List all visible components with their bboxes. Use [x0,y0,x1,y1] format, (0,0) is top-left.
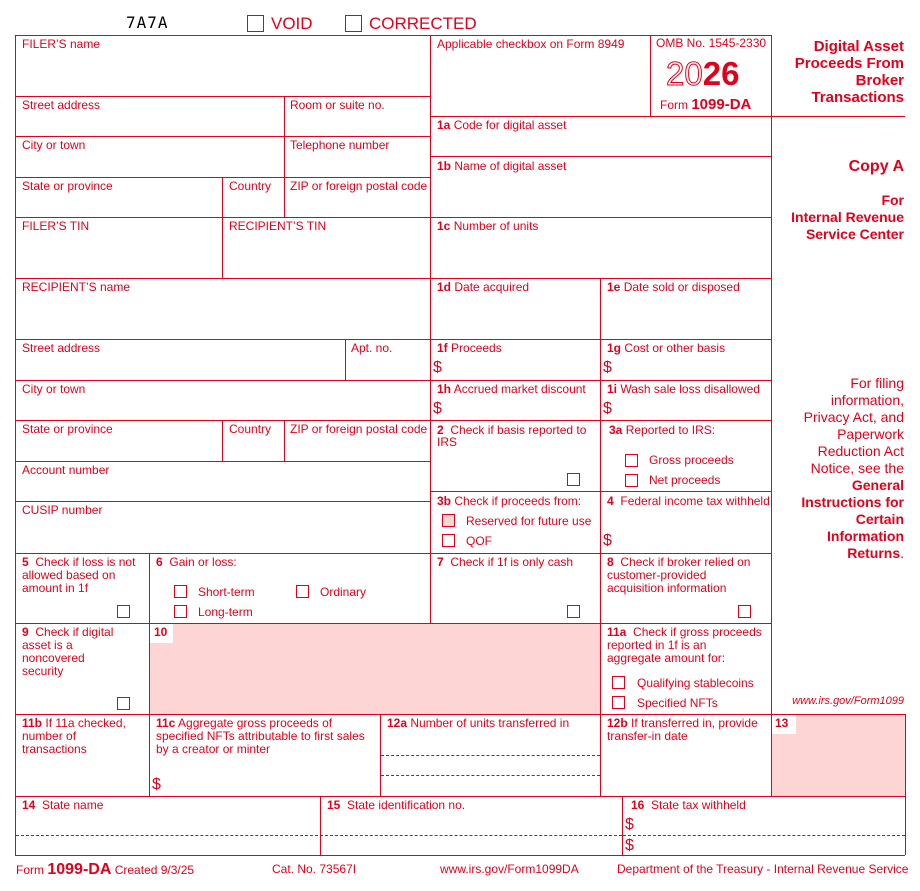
applicable-checkbox-label: Applicable checkbox on Form 8949 [437,37,625,51]
recipient-state-label: State or province [22,422,113,436]
filer-city-label: City or town [22,138,86,152]
box-num: 12a [387,716,408,730]
box-num: 12b [607,716,628,730]
notice-bold: General Instructions for Certain Information Returns [801,477,904,561]
box-16-label [631,799,746,812]
qof-label: QOF [466,534,492,548]
ordinary-checkbox[interactable] [296,585,309,598]
line [430,217,771,218]
box-num: 7 [437,555,444,569]
box-num: 11a [607,625,627,639]
ordinary-label: Ordinary [320,585,367,599]
box-1h-label [437,383,586,396]
frame-right-main [771,35,772,796]
box-num: 1i [607,382,618,396]
line [15,96,430,97]
qualifying-stablecoins-checkbox[interactable] [612,676,625,689]
recipient-city-label: City or town [22,382,86,396]
line [622,796,623,855]
filer-name-label: FILER’S name [22,37,101,51]
box-num: 6 [156,555,163,569]
box-2-label [437,424,587,448]
box-num: 8 [607,555,614,569]
box-text: State name [42,798,104,812]
reserved-checkbox[interactable] [442,514,455,527]
form-title-small [660,97,751,113]
box-num: 14 [22,798,36,812]
box-text: Cost or other basis [624,341,726,355]
line [222,420,223,461]
box-8-label [607,556,757,595]
void-checkbox[interactable] [247,15,264,32]
box-text: Code for digital asset [453,118,567,132]
box-text: Date sold or disposed [623,280,740,294]
box-num: 1f [437,341,448,355]
line [430,156,771,157]
box-16-dollar-1: $ [625,816,634,833]
box-text: Federal income tax withheld [620,494,770,508]
box-9-label [22,626,122,678]
form-heading: Digital Asset Proceeds From Broker Transactions [794,38,904,106]
box-num: 9 [22,625,29,639]
box-10-shade [150,624,600,714]
box-text: Check if loss is not allowed based on amount in 1f [22,555,136,595]
notice-end: . [900,545,904,561]
line [284,420,285,461]
line [15,278,430,279]
form-code: 7A7A [126,13,169,32]
specified-nfts-checkbox[interactable] [612,696,625,709]
box-1g-dollar: $ [603,359,612,376]
box-text: Reported to IRS: [625,423,716,437]
year-outline: 20 [666,55,703,92]
box-text: Check if proceeds from: [454,494,582,508]
line [430,116,771,117]
line [284,96,285,177]
specified-nfts-label: Specified NFTs [637,696,718,710]
box-5-checkbox[interactable] [117,605,130,618]
box-11b-label [22,717,137,756]
line [15,553,771,554]
line [284,177,285,217]
box-text: Wash sale loss disallowed [620,382,760,396]
corrected-label: CORRECTED [369,14,477,33]
box-num: 1h [437,382,452,396]
box-11c-dollar: $ [152,776,161,793]
line [15,461,430,462]
box-10-label [150,624,173,643]
line [15,501,430,502]
box-num: 1g [607,341,622,355]
box-1c-label [437,220,538,233]
box-9-checkbox[interactable] [117,697,130,710]
gross-proceeds-label: Gross proceeds [649,453,734,467]
line [222,217,223,278]
footer-created: Created 9/3/25 [114,863,195,877]
box-1h-dollar: $ [433,400,442,417]
qualifying-stablecoins-label: Qualifying stablecoins [637,676,754,690]
filer-telephone-label: Telephone number [290,138,390,152]
box-num: 1d [437,280,452,294]
box-8-checkbox[interactable] [738,605,751,618]
frame-title-bottom [771,116,905,117]
line [15,136,430,137]
box-text: If transferred in, provide transfer-in date [607,716,758,743]
line [600,278,601,796]
box-16-dollar-2: $ [625,837,634,854]
line [16,835,622,836]
box-num: 10 [154,625,168,639]
line [15,380,430,381]
short-term-label: Short-term [198,585,255,599]
box-4-label [607,495,770,508]
box-1b-label [437,160,566,173]
box-1a-label [437,119,566,132]
box-text: Proceeds [451,341,502,355]
filer-zip-label: ZIP or foreign postal code [290,179,428,193]
line [430,553,431,623]
box-1d-label [437,281,529,294]
box-1i-label [607,383,760,396]
box-text: State tax withheld [651,798,746,812]
box-text: Check if basis reported to IRS [437,423,587,449]
short-term-checkbox[interactable] [174,585,187,598]
box-3b-label [437,495,581,508]
box-5-label [22,556,140,595]
box-text: Check if gross proceeds reported in 1f is an aggregate amount for: [607,625,762,665]
box-1e-label [607,281,740,294]
filer-room-label: Room or suite no. [290,98,385,112]
line [381,775,600,776]
box-6-label [156,556,237,569]
box-num: 1b [437,159,452,173]
box-num: 3b [437,494,452,508]
box-15-label [327,799,465,812]
filer-state-label: State or province [22,179,113,193]
irs-url-side: www.irs.gov/Form1099 [792,695,904,707]
box-num: 1e [607,280,621,294]
box-num: 5 [22,555,29,569]
frame-bottom [15,855,905,856]
box-text: Number of units transferred in [410,716,570,730]
divider-omb [650,35,651,116]
notice-plain: For filing information, Privacy Act, and Paperwork Reduction Act Notice, see the [803,375,904,476]
line [345,339,346,380]
box-text: Check if digital asset is a noncovered security [22,625,114,678]
form-name: 1099-DA [691,96,752,113]
box-text: Name of digital asset [454,159,567,173]
box-num: 4 [607,494,614,508]
copy-for-label: For [881,192,904,208]
recipient-street-label: Street address [22,341,101,355]
box-num: 13 [775,716,789,730]
box-14-label [22,799,103,812]
cusip-number-label: CUSIP number [22,503,103,517]
box-text: Check if 1f is only cash [450,555,574,569]
filer-country-label: Country [229,179,272,193]
frame-left [15,35,16,855]
line [15,796,905,797]
footer-form-name: 1099-DA [47,861,112,878]
form-prefix: Form [660,98,688,112]
filer-tin-label: FILER’S TIN [22,219,90,233]
line [222,177,223,217]
account-number-label: Account number [22,463,110,477]
box-4-dollar: $ [603,532,612,549]
box-11c-label [156,717,371,756]
net-proceeds-label: Net proceeds [649,473,721,487]
corrected-checkbox[interactable] [345,15,362,32]
filer-street-label: Street address [22,98,101,112]
filing-notice [782,375,904,562]
frame-right-bottom [905,714,906,855]
box-num: 3a [609,423,623,437]
box-1f-label [437,342,502,355]
copy-a-label: Copy A [848,158,904,175]
box-7-label [437,556,573,569]
box-13-label [772,715,796,734]
box-12b-label [607,717,767,743]
box-num: 16 [631,798,645,812]
footer-department: Department of the Treasury - Internal Revenue Service [617,862,909,876]
recipient-country-label: Country [229,422,272,436]
box-num: 1a [437,118,451,132]
net-proceeds-checkbox[interactable] [625,474,638,487]
box-num: 2 [437,423,444,437]
footer-form-id [16,861,194,879]
box-1f-dollar: $ [433,359,442,376]
divider-main [430,35,431,554]
recipient-apt-label: Apt. no. [351,341,393,355]
box-num: 11c [156,716,176,730]
box-text: Accrued market discount [453,382,586,396]
omb-number: OMB No. 1545-2330 [656,36,767,50]
recipient-tin-label: RECIPIENT’S TIN [229,219,327,233]
box-11a-label [607,626,762,665]
box-num: 15 [327,798,341,812]
footer-url: www.irs.gov/Form1099DA [440,862,579,876]
line [15,714,771,715]
box-text: Check if broker relied on customer-provided acquisition information [607,555,751,595]
qof-checkbox[interactable] [442,534,455,547]
gross-proceeds-checkbox[interactable] [625,454,638,467]
box-text: Gain or loss: [169,555,237,569]
box-text: State identification no. [347,798,466,812]
line [320,796,321,855]
box-text: Date acquired [454,280,530,294]
line [381,755,600,756]
box-text: If 11a checked, number of transactions [22,716,126,756]
line [15,339,430,340]
box-num: 11b [22,716,43,730]
box-1g-label [607,342,725,355]
long-term-label: Long-term [198,605,253,619]
footer-cat-no: Cat. No. 73567I [272,862,357,876]
box-2-checkbox[interactable] [567,473,580,486]
box-12a-label [387,717,569,730]
box-num: 1c [437,219,451,233]
box-text: Number of units [453,219,539,233]
line [623,835,905,836]
box-3a-label [609,424,715,437]
recipient-name-label: RECIPIENT’S name [22,280,131,294]
reserved-label: Reserved for future use [466,514,592,528]
tax-year [666,56,739,92]
irs-center-label: Internal Revenue Service Center [791,209,904,242]
box-text: Aggregate gross proceeds of specified NFTs attributable to first sales by a creator or minter [156,716,365,756]
box-1i-dollar: $ [603,400,612,417]
recipient-zip-label: ZIP or foreign postal code [290,422,428,436]
footer-form-prefix: Form [16,863,44,877]
box-7-checkbox[interactable] [567,605,580,618]
long-term-checkbox[interactable] [174,605,187,618]
void-label: VOID [271,14,313,33]
year-bold: 26 [702,55,740,92]
